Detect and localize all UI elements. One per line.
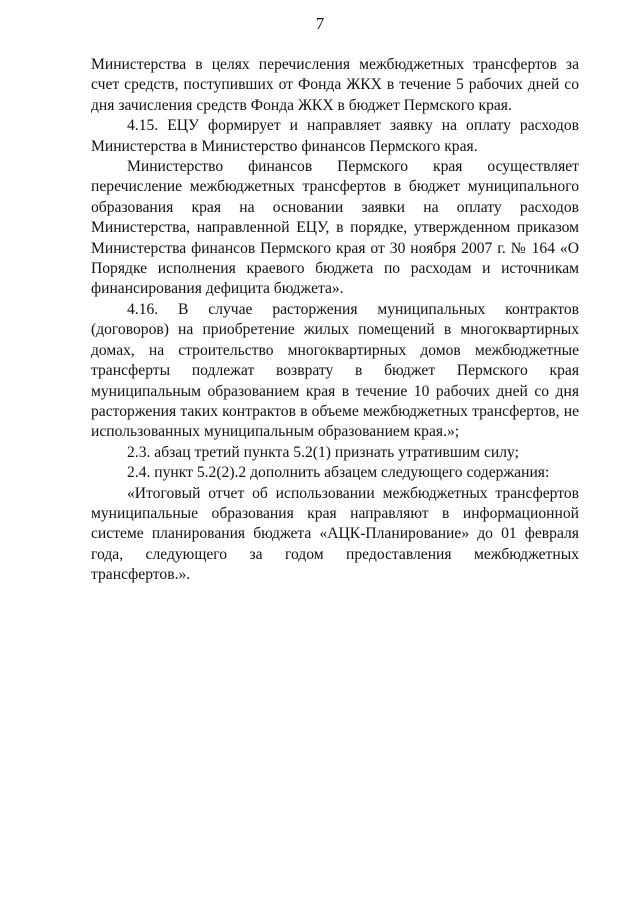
paragraph-ministry-transfers: Министерства в целях перечисления межбюджетных трансфертов за счет средств, поступивших от Фонда ЖКХ в течение 5 рабочих дней со дня зачисления средств Фонда ЖКХ в бюджет Пермского края. <box>91 56 579 114</box>
paragraph-4-15: 4.15. ЕЦУ формирует и направляет заявку на оплату расходов Министерства в Министерство финансов Пермского края. <box>91 117 579 155</box>
page-number: 7 <box>315 14 325 33</box>
paragraph-2-3: 2.3. абзац третий пункта 5.2(1) признать утратившим силу; <box>127 443 519 461</box>
paragraph-final-report: «Итоговый отчет об использовании межбюджетных трансфертов муниципальные образования края направляют в информационной системе планирования бюджета «АЦК-Планирование» до 01 февраля года, следующего за годом предоставления межбюджетных трансфертов.». <box>91 484 579 584</box>
paragraph-ministry-finance: Министерство финансов Пермского края осуществляет перечисление межбюджетных трансфертов в бюджет муниципального образования края на основании заявки на оплату расходов Министерства, направленной ЕЦУ, в порядке, утвержденном приказом Министерства финансов Пермского края от 30 ноября 2007 г. № 164 «О Порядке исполнения краевого бюджета по расходам и источникам финансирования дефицита бюджета». <box>91 158 579 298</box>
paragraph-4-16: 4.16. В случае расторжения муниципальных контрактов (договоров) на приобретение жилых помещений в многоквартирных домах, на строительство многоквартирных домов межбюджетные трансферты подлежат возврату в бюджет Пермского края муниципальным образованием края в течение 10 рабочих дней со дня расторжения таких контрактов в объеме межбюджетных трансфертов, не использованных муниципальным образованием края.»; <box>91 300 579 441</box>
document-body <box>91 55 579 586</box>
paragraph-2-4: 2.4. пункт 5.2(2).2 дополнить абзацем следующего содержания: <box>127 464 550 482</box>
